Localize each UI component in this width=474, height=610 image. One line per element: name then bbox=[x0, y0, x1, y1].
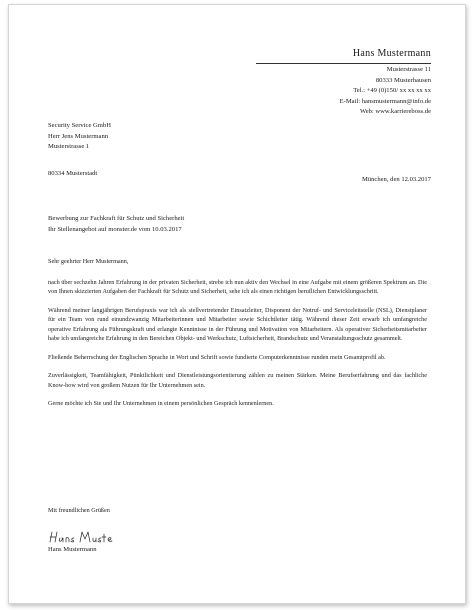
subject-line-2: Ihr Stellenangebot auf monster.de vom 10.03.2017 bbox=[48, 225, 182, 233]
sender-address bbox=[340, 65, 431, 118]
typed-name: Hans Mustermann bbox=[48, 546, 97, 553]
header-rule bbox=[256, 63, 431, 64]
sender-web: Web: www.karriereboss.de bbox=[360, 108, 431, 116]
paragraph-3: Fließende Beherrschung der Englischen Sprache in Wort und Schrift sowie fundierte Computerkenntnisse runden mein Gesamtprofil ab. bbox=[48, 353, 386, 361]
paragraph-4: Zuverlässigkeit, Teamfähigkeit, Pünktlichkeit und Dienstleistungsorientierung zählen zu meinen Stärken. Meine Berufserfahrung und das fachliche Know-how wird von großem Nutzen für Ihr Unternehmen sein. bbox=[48, 372, 427, 389]
recipient-street: Musterstrasse 1 bbox=[48, 143, 90, 151]
sender-email: E-Mail: hansmustermann@info.de bbox=[339, 97, 431, 105]
recipient-company: Security Service GmbH bbox=[48, 122, 111, 129]
recipient-contact: Herr Jens Mustermann bbox=[48, 132, 109, 140]
subject-line-1: Bewerbung zur Fachkraft für Schutz und Sicherheit bbox=[48, 215, 185, 222]
paragraph-5: Gerne möchte ich Sie und Ihr Unternehmen in einem persönlichen Gespräch kennenlernen. bbox=[48, 400, 274, 407]
salutation: Sehr geehrter Herr Mustermann, bbox=[48, 258, 129, 265]
letter-date: München, den 12.03.2017 bbox=[361, 176, 431, 183]
letter-body bbox=[48, 257, 427, 418]
recipient-address bbox=[48, 121, 111, 179]
recipient-city: 80334 Musterstadt bbox=[48, 169, 98, 177]
subject-block bbox=[48, 214, 184, 235]
paragraph-1: nach über sechzehn Jahren Erfahrung in der privaten Sicherheit, strebe ich nun aktiv den Wechsel in eine Aufgabe mit einem größeren Spektrum an. Die von Ihnen skizzierten Aufgaben der Fachkraft für Schutz und Sicherheit, sehe ich als einen richtigen beruflichen Entwicklungsschritt. bbox=[48, 278, 427, 295]
letter-page bbox=[8, 4, 466, 604]
sender-city: 80333 Musterhausen bbox=[375, 76, 431, 84]
paragraph-2: Während meiner langjährigen Berufspraxis war ich als stellvertretender Einsatzleiter, Disponent der Notruf- und Serviceleitstelle (NSL), Dienstplaner für ein Team von rund einundzwanzig Mitarbeiterinnen und Mitarbeiter sowie Schichtleiter tätig. Während dieser Zeit erwarb ich umfangreiche operative Erfahrung als Führungskraft und erlangte Kenntnisse in der Führung und Motivation von Mitarbeitern. Als operativer Sicherheitsmitarbeiter habe ich umfangreiche Erfahrung in den Bereichen Objekt- und Werkschutz, Luftsicherheit, Brandschutz und Veranstaltungsschutz gesammelt. bbox=[48, 306, 427, 342]
sender-street: Musterstrasse 11 bbox=[386, 66, 431, 73]
sender-phone: Tel.: +49 (0)150/ xx xx xx xx bbox=[353, 87, 431, 95]
closing: Mit freundlichen Grüßen bbox=[48, 507, 110, 514]
handwritten-signature bbox=[48, 529, 118, 545]
sender-name: Hans Mustermann bbox=[352, 48, 431, 59]
